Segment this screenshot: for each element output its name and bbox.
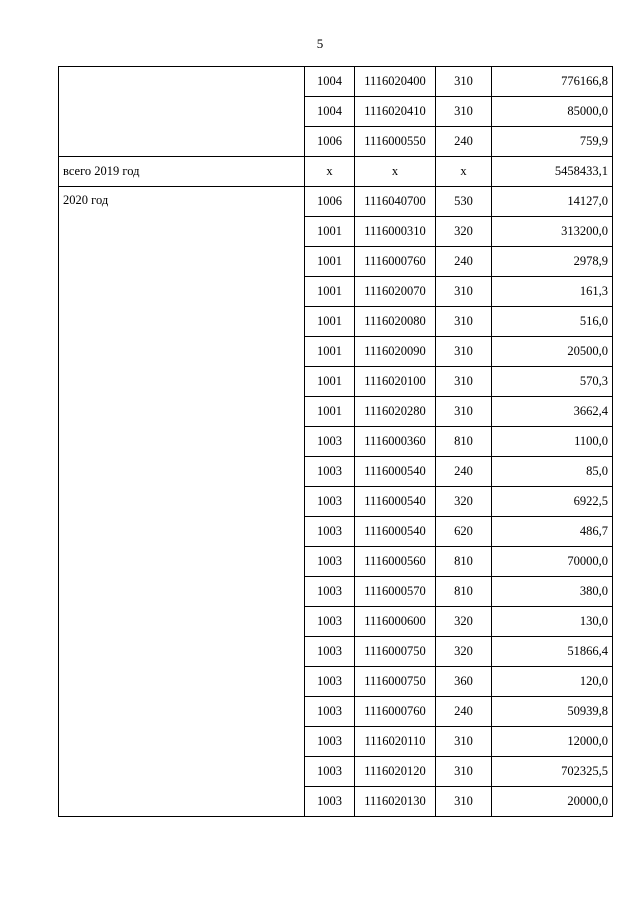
amount-cell: 85,0 bbox=[492, 457, 613, 487]
target-code-cell: 1116020400 bbox=[355, 67, 436, 97]
target-code-cell: 1116000310 bbox=[355, 217, 436, 247]
target-code-cell: 1116000550 bbox=[355, 127, 436, 157]
amount-cell: 313200,0 bbox=[492, 217, 613, 247]
section-code-cell: 1006 bbox=[305, 187, 355, 217]
section-code-cell: 1003 bbox=[305, 547, 355, 577]
section-code-cell: 1001 bbox=[305, 277, 355, 307]
target-code-cell: 1116000760 bbox=[355, 247, 436, 277]
expense-type-cell: 310 bbox=[436, 277, 492, 307]
expense-type-cell: 310 bbox=[436, 787, 492, 817]
period-label-cell bbox=[59, 67, 305, 157]
amount-cell: 6922,5 bbox=[492, 487, 613, 517]
expense-type-cell: 310 bbox=[436, 397, 492, 427]
section-code-cell: 1003 bbox=[305, 427, 355, 457]
amount-cell: 380,0 bbox=[492, 577, 613, 607]
table-row bbox=[59, 187, 613, 217]
target-code-cell: 1116000560 bbox=[355, 547, 436, 577]
expense-type-cell: 310 bbox=[436, 367, 492, 397]
expense-type-cell: 310 bbox=[436, 337, 492, 367]
target-code-cell: 1116000540 bbox=[355, 517, 436, 547]
section-code-cell: 1003 bbox=[305, 487, 355, 517]
amount-cell: 759,9 bbox=[492, 127, 613, 157]
period-label-cell: 2020 год bbox=[59, 187, 305, 817]
expense-type-cell: 320 bbox=[436, 487, 492, 517]
section-code-cell: 1003 bbox=[305, 697, 355, 727]
section-code-cell: 1001 bbox=[305, 337, 355, 367]
expense-type-cell: 810 bbox=[436, 547, 492, 577]
expense-type-cell: 310 bbox=[436, 757, 492, 787]
expense-type-cell: 240 bbox=[436, 457, 492, 487]
target-code-cell: 1116000760 bbox=[355, 697, 436, 727]
target-code-cell: 1116020090 bbox=[355, 337, 436, 367]
expense-type-cell: 530 bbox=[436, 187, 492, 217]
target-code-cell: 1116020100 bbox=[355, 367, 436, 397]
target-code-cell: 1116000750 bbox=[355, 667, 436, 697]
section-code-cell: 1004 bbox=[305, 67, 355, 97]
section-code-cell: 1003 bbox=[305, 517, 355, 547]
amount-cell: 130,0 bbox=[492, 607, 613, 637]
expense-type-cell: 620 bbox=[436, 517, 492, 547]
amount-cell: 85000,0 bbox=[492, 97, 613, 127]
expense-type-cell: 240 bbox=[436, 247, 492, 277]
section-code-cell: 1003 bbox=[305, 757, 355, 787]
expense-type-cell: 810 bbox=[436, 427, 492, 457]
amount-cell: 2978,9 bbox=[492, 247, 613, 277]
section-code-cell: 1001 bbox=[305, 367, 355, 397]
target-code-cell: 1116000540 bbox=[355, 457, 436, 487]
expense-type-cell: 310 bbox=[436, 307, 492, 337]
target-code-cell: 1116020080 bbox=[355, 307, 436, 337]
amount-cell: 570,3 bbox=[492, 367, 613, 397]
expense-type-cell: 320 bbox=[436, 217, 492, 247]
section-code-cell: 1001 bbox=[305, 217, 355, 247]
amount-cell: 486,7 bbox=[492, 517, 613, 547]
section-code-cell: х bbox=[305, 157, 355, 187]
expense-type-cell: 240 bbox=[436, 127, 492, 157]
target-code-cell: 1116020130 bbox=[355, 787, 436, 817]
section-code-cell: 1003 bbox=[305, 727, 355, 757]
target-code-cell: х bbox=[355, 157, 436, 187]
section-code-cell: 1004 bbox=[305, 97, 355, 127]
page-number: 5 bbox=[316, 36, 324, 51]
target-code-cell: 1116020410 bbox=[355, 97, 436, 127]
amount-cell: 50939,8 bbox=[492, 697, 613, 727]
expense-type-cell: х bbox=[436, 157, 492, 187]
target-code-cell: 1116020280 bbox=[355, 397, 436, 427]
amount-cell: 516,0 bbox=[492, 307, 613, 337]
section-code-cell: 1001 bbox=[305, 397, 355, 427]
amount-cell: 1100,0 bbox=[492, 427, 613, 457]
amount-cell: 70000,0 bbox=[492, 547, 613, 577]
expense-type-cell: 310 bbox=[436, 727, 492, 757]
budget-table bbox=[58, 66, 613, 817]
amount-cell: 51866,4 bbox=[492, 637, 613, 667]
table-row bbox=[59, 157, 613, 187]
section-code-cell: 1003 bbox=[305, 787, 355, 817]
amount-cell: 20000,0 bbox=[492, 787, 613, 817]
expense-type-cell: 810 bbox=[436, 577, 492, 607]
target-code-cell: 1116020120 bbox=[355, 757, 436, 787]
amount-cell: 776166,8 bbox=[492, 67, 613, 97]
section-code-cell: 1003 bbox=[305, 637, 355, 667]
expense-type-cell: 240 bbox=[436, 697, 492, 727]
amount-cell: 12000,0 bbox=[492, 727, 613, 757]
target-code-cell: 1116000570 bbox=[355, 577, 436, 607]
expense-type-cell: 360 bbox=[436, 667, 492, 697]
target-code-cell: 1116020110 bbox=[355, 727, 436, 757]
section-code-cell: 1001 bbox=[305, 247, 355, 277]
expense-type-cell: 320 bbox=[436, 637, 492, 667]
amount-cell: 120,0 bbox=[492, 667, 613, 697]
target-code-cell: 1116000540 bbox=[355, 487, 436, 517]
expense-type-cell: 320 bbox=[436, 607, 492, 637]
target-code-cell: 1116020070 bbox=[355, 277, 436, 307]
amount-cell: 3662,4 bbox=[492, 397, 613, 427]
amount-cell: 5458433,1 bbox=[492, 157, 613, 187]
target-code-cell: 1116040700 bbox=[355, 187, 436, 217]
period-label-cell: всего 2019 год bbox=[59, 157, 305, 187]
amount-cell: 702325,5 bbox=[492, 757, 613, 787]
section-code-cell: 1006 bbox=[305, 127, 355, 157]
section-code-cell: 1003 bbox=[305, 577, 355, 607]
section-code-cell: 1003 bbox=[305, 667, 355, 697]
target-code-cell: 1116000600 bbox=[355, 607, 436, 637]
table-body bbox=[59, 67, 613, 817]
section-code-cell: 1003 bbox=[305, 457, 355, 487]
table-row bbox=[59, 67, 613, 97]
expense-type-cell: 310 bbox=[436, 97, 492, 127]
amount-cell: 161,3 bbox=[492, 277, 613, 307]
amount-cell: 20500,0 bbox=[492, 337, 613, 367]
amount-cell: 14127,0 bbox=[492, 187, 613, 217]
target-code-cell: 1116000750 bbox=[355, 637, 436, 667]
target-code-cell: 1116000360 bbox=[355, 427, 436, 457]
section-code-cell: 1001 bbox=[305, 307, 355, 337]
expense-type-cell: 310 bbox=[436, 67, 492, 97]
section-code-cell: 1003 bbox=[305, 607, 355, 637]
